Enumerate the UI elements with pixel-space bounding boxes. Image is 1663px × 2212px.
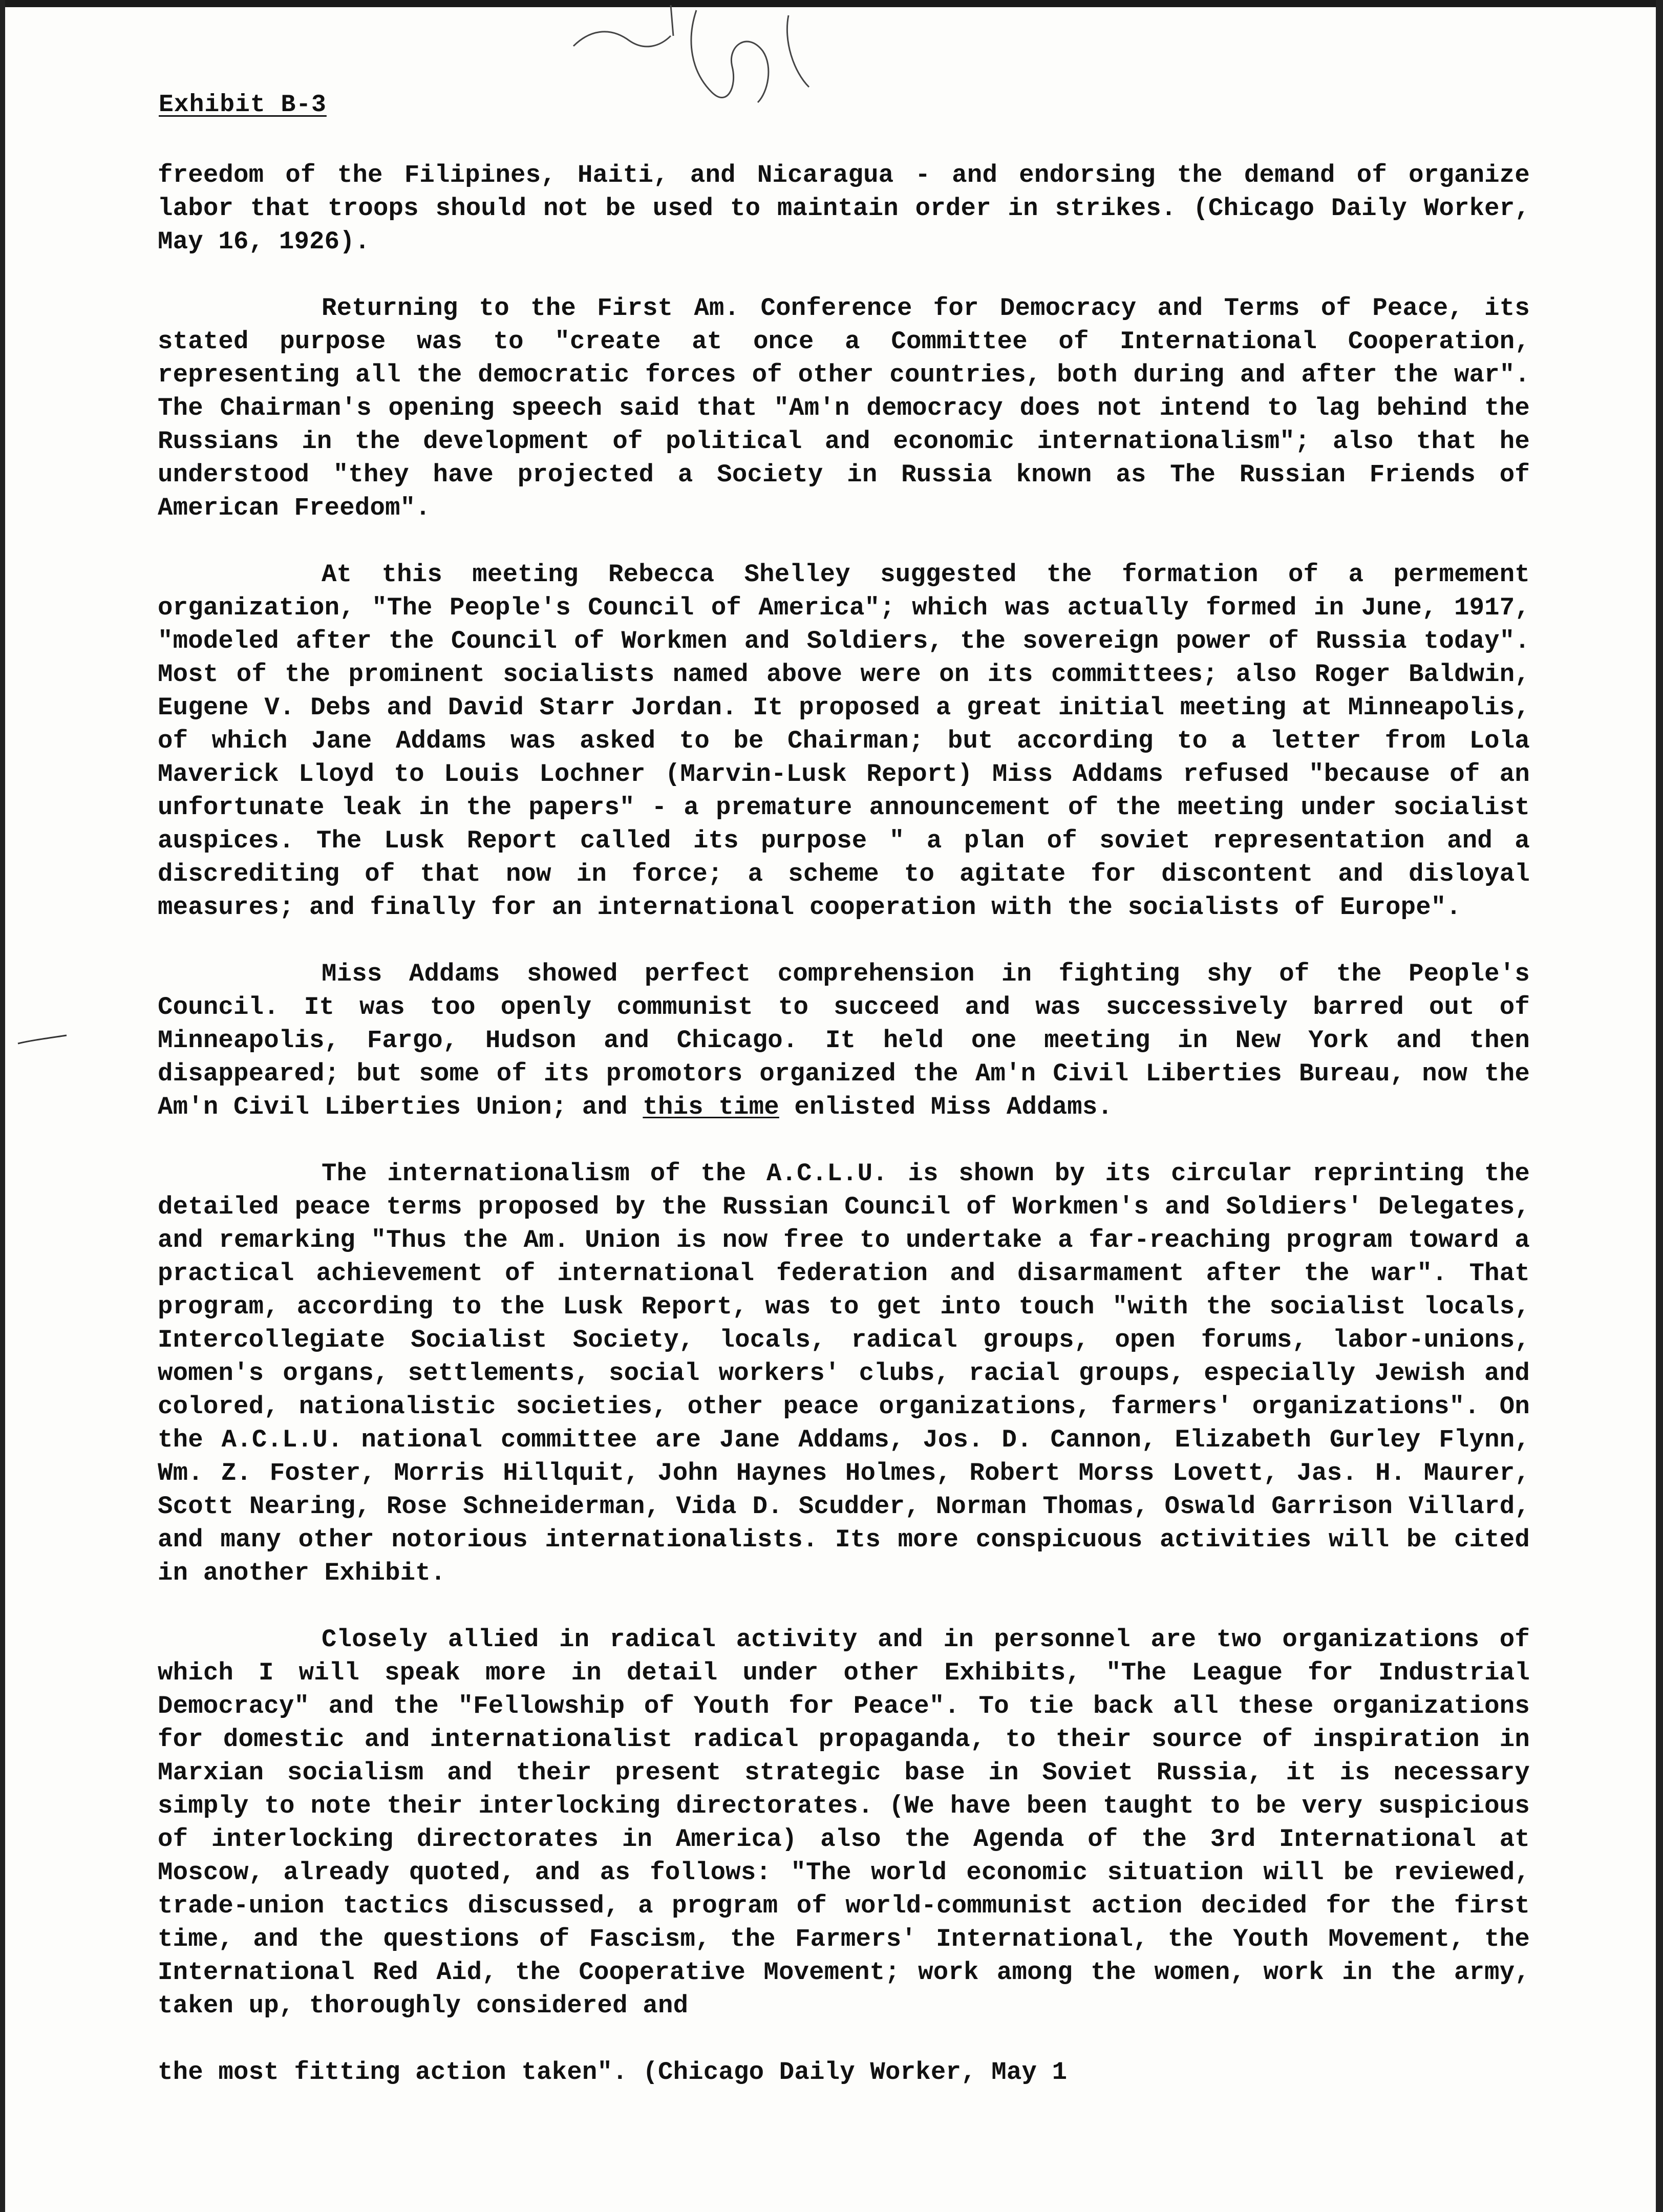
paragraph-4-underlined: this time [643,1093,779,1121]
paragraph-6: Closely allied in radical activity and in personnel are two organizations of which I will speak more in detail under other Exhibits, "The League for Industrial Democracy" and the "Fellowship of Youth for Peace". To tie back all these organizations for domestic and internationalist radical propaganda, to their source of inspiration in Marxian socialism and their present strategic base in Soviet Russia, it is necessary simply to note their interlocking directorates. (We have been taught to be very suspicious of interlocking directorates in America) also the Agenda of the 3rd International at Moscow, already quoted, and as follows: "The world economic situation will be reviewed, trade-union tactics discussed, a program of world-communist action decided for the first time, and the questions of Fascism, the Farmers' International, the Youth Movement, the International Red Aid, the Cooperative Movement; work among the women, work in the army, taken up, thoroughly considered and [158,1625,1530,2020]
paragraph-4-text-a: Miss Addams showed perfect comprehension in fighting shy of the People's Council. It was too openly communist to succeed and was successively barred out of Minneapolis, Fargo, Hudson and Chicago. It held one meeting in New York and then disappeared; but some of its promotors organized the Am'n Civil Liberties Bureau, now the Am'n Civil Liberties Union; and [158,960,1530,1121]
paragraph-4 [158,958,1530,1124]
paragraph-3: At this meeting Rebecca Shelley suggested the formation of a permement organization, "The People's Council of America"; which was actually formed in June, 1917, "modeled after the Council of Workmen and Soldiers, the sovereign power of Russia today". Most of the prominent socialists named above were on its committees; also Roger Baldwin, Eugene V. Debs and David Starr Jordan. It proposed a great initial meeting at Minneapolis, of which Jane Addams was asked to be Chairman; but according to a letter from Lola Maverick Lloyd to Louis Lochner (Marvin-Lusk Report) Miss Addams refused "because of an unfortunate leak in the papers" - a premature announcement of the meeting under socialist auspices. The Lusk Report called its purpose " a plan of soviet representation and a discrediting of that now in force; a scheme to agitate for discontent and disloyal measures; and finally for an international cooperation with the socialists of Europe". [158,560,1530,922]
document-body [158,159,1530,2089]
paragraph-7: the most fitting action taken". (Chicago Daily Worker, May 1 [158,2058,1068,2087]
margin-mark [15,1029,72,1050]
handwritten-scribble [543,0,901,154]
scan-edge-right [1656,0,1663,2212]
scan-edge-left [0,0,5,2212]
paragraph-4-text-b: enlisted Miss Addams. [779,1093,1113,1121]
paragraph-1: freedom of the Filipines, Haiti, and Nicaragua - and endorsing the demand of organize labor that troops should not be used to maintain order in strikes. (Chicago Daily Worker, May 16, 1926). [158,161,1530,256]
paragraph-5: The internationalism of the A.C.L.U. is shown by its circular reprinting the detailed peace terms proposed by the Russian Council of Workmen's and Soldiers' Delegates, and remarking "Thus the Am. Union is now free to undertake a far-reaching program toward a practical achievement of international federation and disarmament after the war". That program, according to the Lusk Report, was to get into touch "with the socialist locals, Intercollegiate Socialist Society, locals, radical groups, open forums, labor-unions, women's organs, settlements, social workers' clubs, racial groups, especially Jewish and colored, nationalistic societies, other peace organizations, farmers' organizations". On the A.C.L.U. national committee are Jane Addams, Jos. D. Cannon, Elizabeth Gurley Flynn, Wm. Z. Foster, Morris Hillquit, John Haynes Holmes, Robert Morss Lovett, Jas. H. Maurer, Scott Nearing, Rose Schneiderman, Vida D. Scudder, Norman Thomas, Oswald Garrison Villard, and many other notorious internationalists. Its more conspicuous activities will be cited in another Exhibit. [158,1159,1530,1587]
paragraph-2: Returning to the First Am. Conference for Democracy and Terms of Peace, its stated purpose was to "create at once a Committee of International Cooperation, representing all the democratic forces of other countries, both during and after the war". The Chairman's opening speech said that "Am'n democracy does not intend to lag behind the Russians in the development of political and economic internationalism"; also that he understood "they have projected a Society in Russia known as The Russian Friends of American Freedom". [158,294,1530,522]
exhibit-label: Exhibit B-3 [159,91,327,119]
